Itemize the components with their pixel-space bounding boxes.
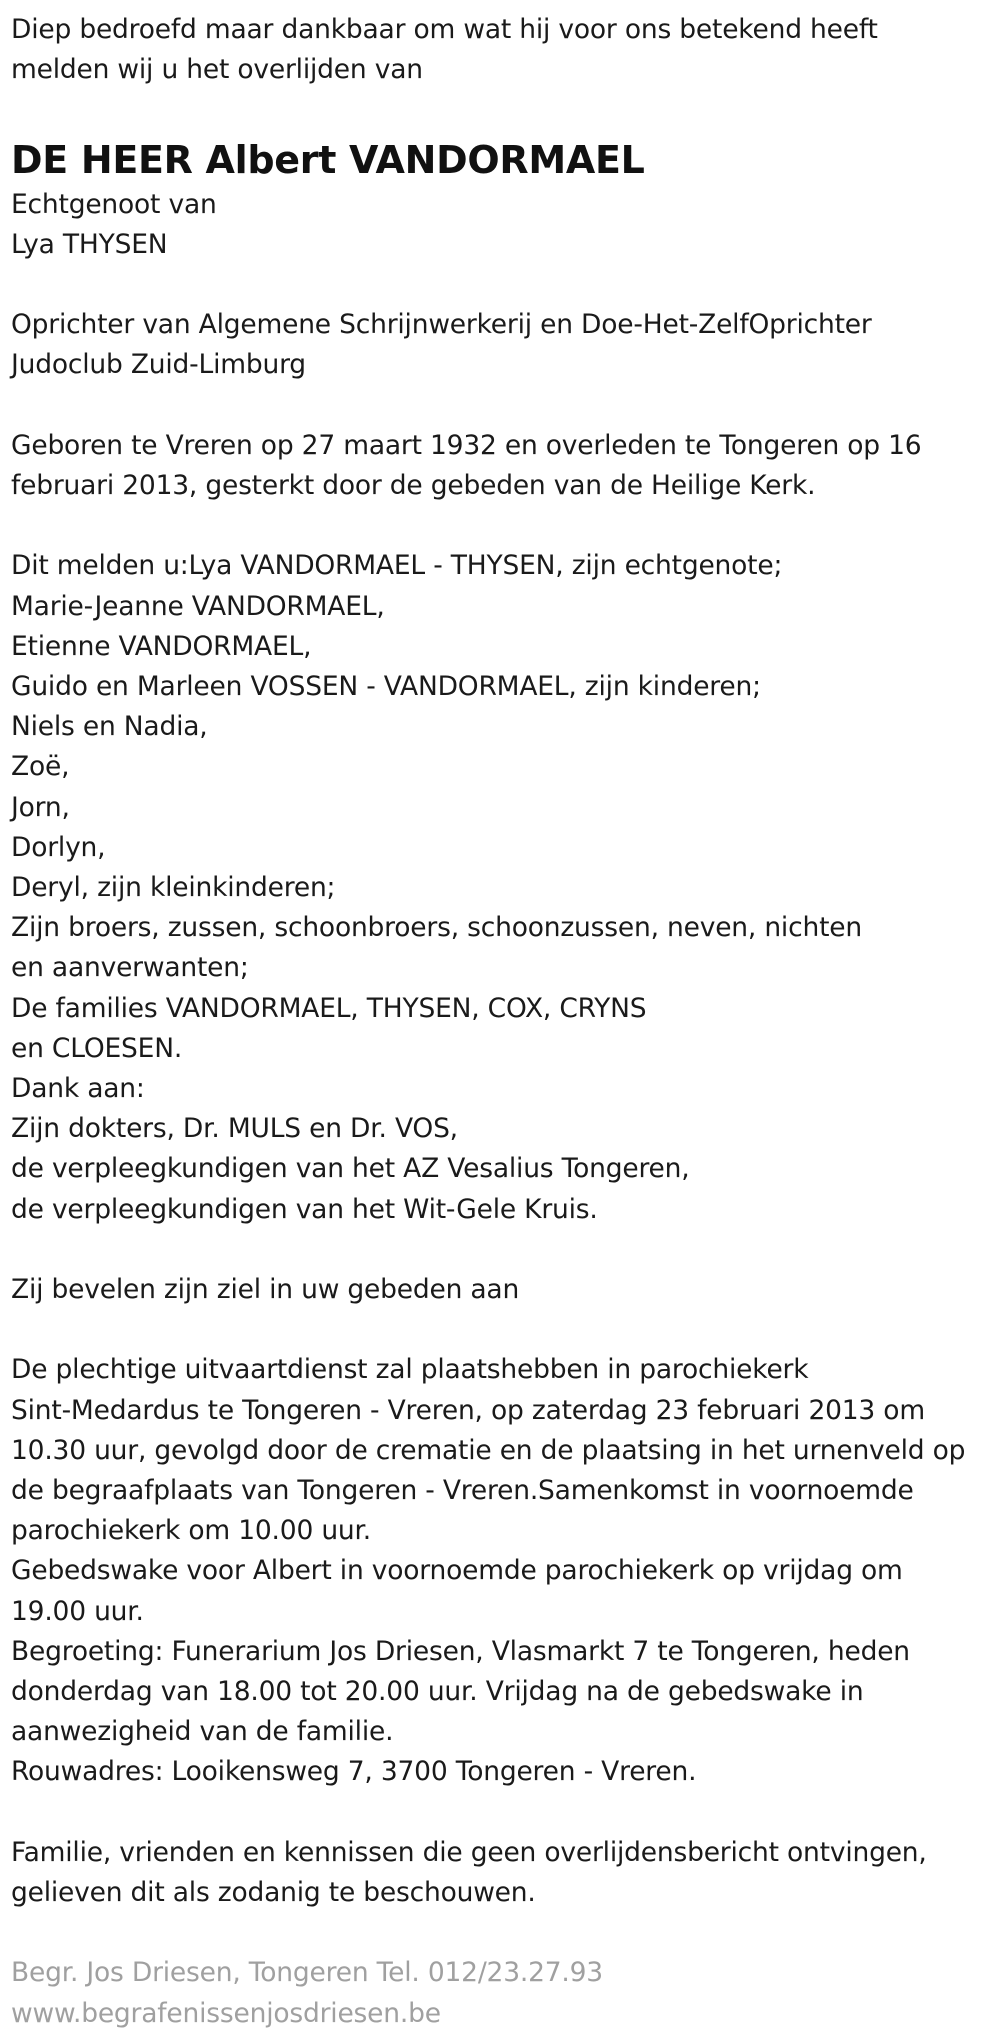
family-line: Zijn broers, zussen, schoonbroers, schoonzussen, neven, nichten bbox=[11, 912, 862, 944]
spacer bbox=[11, 1230, 1000, 1270]
service-line: aanwezigheid van de familie. bbox=[11, 1716, 394, 1748]
service-line: donderdag van 18.00 tot 20.00 uur. Vrijdag na de gebedswake in bbox=[11, 1676, 864, 1708]
prayer-paragraph bbox=[11, 1270, 1000, 1310]
intro-line: Diep bedroefd maar dankbaar om wat hij voor ons betekend heeft bbox=[11, 14, 878, 45]
family-line: Dank aan: bbox=[11, 1073, 145, 1105]
service-line: 19.00 uur. bbox=[11, 1595, 144, 1627]
service-line: De plechtige uitvaartdienst zal plaatshebben in parochiekerk bbox=[11, 1354, 809, 1386]
closing-paragraph bbox=[11, 1833, 1000, 1913]
service-line: Sint-Medardus te Tongeren - Vreren, op zaterdag 23 februari 2013 om bbox=[11, 1394, 925, 1426]
family-line: Deryl, zijn kleinkinderen; bbox=[11, 872, 336, 903]
intro-line: melden wij u het overlijden van bbox=[11, 54, 423, 86]
family-line: Dit melden u:Lya VANDORMAEL - THYSEN, zijn echtgenote; bbox=[11, 550, 783, 582]
service-paragraph bbox=[11, 1350, 1000, 1792]
spacer bbox=[11, 386, 1000, 426]
family-line: Dorlyn, bbox=[11, 831, 106, 863]
prayer-line: Zij bevelen zijn ziel in uw gebeden aan bbox=[11, 1274, 520, 1306]
family-line: De families VANDORMAEL, THYSEN, COX, CRYNS bbox=[11, 992, 647, 1024]
funeral-home-footer bbox=[11, 1953, 1000, 2033]
family-paragraph bbox=[11, 546, 1000, 1229]
intro-paragraph bbox=[11, 10, 1000, 90]
deceased-name-heading: DE HEER Albert VANDORMAEL bbox=[11, 137, 645, 182]
founder-paragraph bbox=[11, 305, 1000, 385]
spouse-line: Echtgenoot van bbox=[11, 188, 217, 220]
founder-line: Judoclub Zuid-Limburg bbox=[11, 349, 306, 381]
family-line: Guido en Marleen VOSSEN - VANDORMAEL, zijn kinderen; bbox=[11, 670, 761, 702]
family-line: de verpleegkundigen van het AZ Vesalius Tongeren, bbox=[11, 1153, 690, 1185]
service-line: Gebedswake voor Albert in voornoemde parochiekerk op vrijdag om bbox=[11, 1555, 903, 1587]
closing-line: gelieven dit als zodanig te beschouwen. bbox=[11, 1877, 536, 1909]
spacer bbox=[11, 1310, 1000, 1350]
founder-line: Oprichter van Algemene Schrijnwerkerij en Doe-Het-ZelfOprichter bbox=[11, 309, 872, 341]
spacer bbox=[11, 90, 1000, 130]
birth-death-line: Geboren te Vreren op 27 maart 1932 en overleden te Tongeren op 16 bbox=[11, 429, 922, 461]
service-line: Begroeting: Funerarium Jos Driesen, Vlasmarkt 7 te Tongeren, heden bbox=[11, 1635, 910, 1667]
family-line: en CLOESEN. bbox=[11, 1032, 183, 1064]
spouse-line: Lya THYSEN bbox=[11, 228, 168, 260]
service-line: Rouwadres: Looikensweg 7, 3700 Tongeren - Vreren. bbox=[11, 1756, 697, 1788]
closing-line: Familie, vrienden en kennissen die geen overlijdensbericht ontvingen, bbox=[11, 1836, 927, 1868]
family-line: Niels en Nadia, bbox=[11, 711, 208, 743]
birth-death-line: februari 2013, gesterkt door de gebeden van de Heilige Kerk. bbox=[11, 469, 816, 501]
spacer bbox=[11, 1793, 1000, 1833]
service-line: de begraafplaats van Tongeren - Vreren.Samenkomst in voornoemde bbox=[11, 1475, 914, 1507]
family-line: Etienne VANDORMAEL, bbox=[11, 630, 312, 662]
spacer bbox=[11, 506, 1000, 546]
funeral-home-contact: Begr. Jos Driesen, Tongeren Tel. 012/23.27.93 bbox=[11, 1957, 603, 1989]
funeral-home-website: www.begrafenissenjosdriesen.be bbox=[11, 1997, 441, 2029]
family-line: Marie-Jeanne VANDORMAEL, bbox=[11, 590, 385, 622]
service-line: parochiekerk om 10.00 uur. bbox=[11, 1515, 372, 1547]
spacer bbox=[11, 265, 1000, 305]
spacer bbox=[11, 1913, 1000, 1953]
spouse-paragraph bbox=[11, 185, 1000, 265]
family-line: en aanverwanten; bbox=[11, 952, 249, 984]
family-line: Zijn dokters, Dr. MULS en Dr. VOS, bbox=[11, 1113, 458, 1145]
family-line: de verpleegkundigen van het Wit-Gele Kruis. bbox=[11, 1193, 598, 1225]
family-line: Zoë, bbox=[11, 751, 70, 783]
birth-death-paragraph bbox=[11, 426, 1000, 506]
family-line: Jorn, bbox=[11, 791, 70, 823]
service-line: 10.30 uur, gevolgd door de crematie en de plaatsing in het urnenveld op bbox=[11, 1434, 966, 1466]
